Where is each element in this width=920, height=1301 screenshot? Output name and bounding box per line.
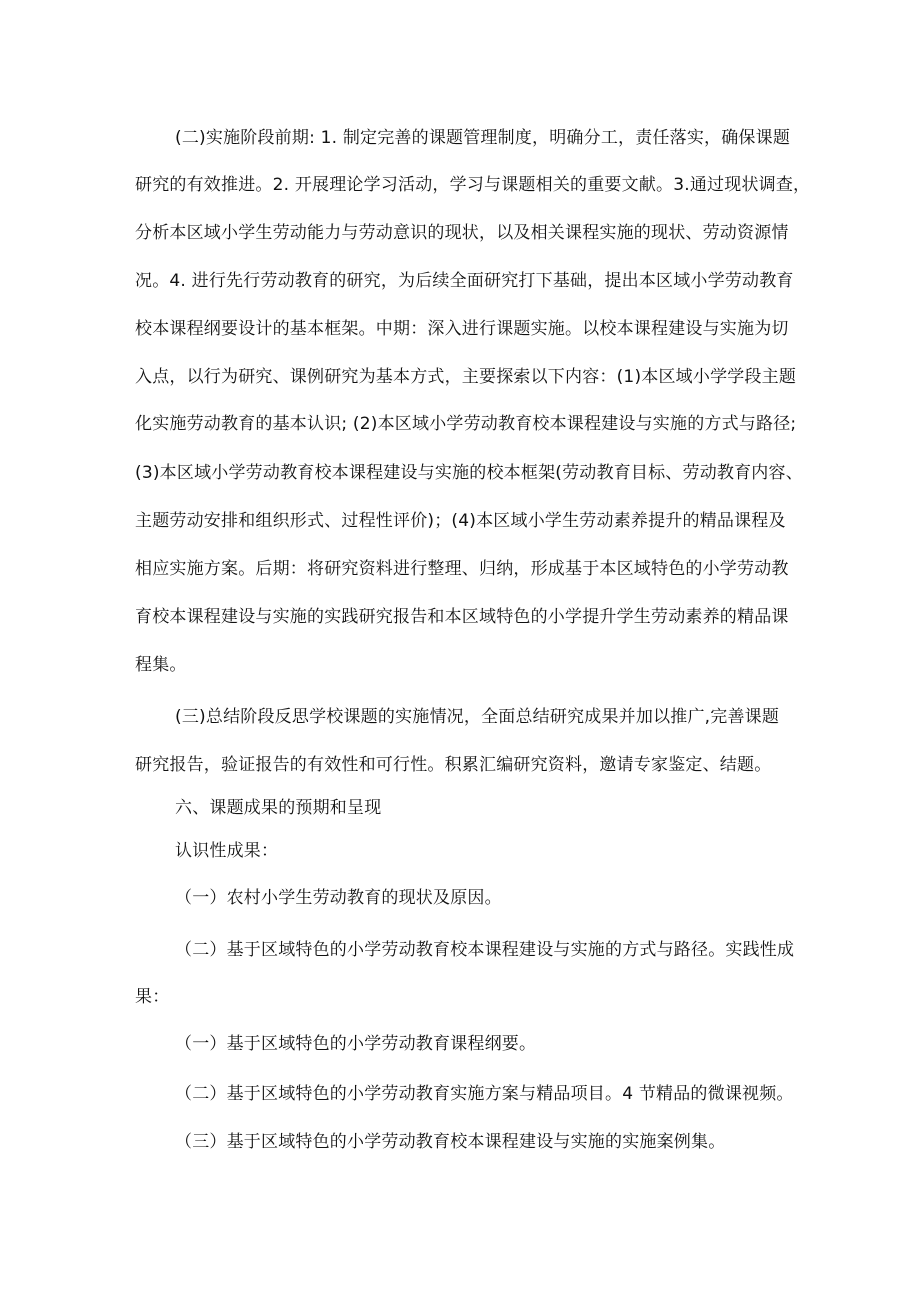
text-line: 育校本课程建设与实施的实践研究报告和本区域特色的小学提升学生劳动素养的精品课 [135, 607, 789, 627]
practical-item-1: （一）基于区域特色的小学劳动教育课程纲要。 [175, 1034, 537, 1054]
text-line: 化实施劳动教育的基本认识; (2)本区域小学劳动教育校本课程建设与实施的方式与路径; [135, 414, 797, 434]
text-line: 相应实施方案。后期：将研究资料进行整理、归纳，形成基于本区域特色的小学劳动教 [135, 559, 789, 579]
text-line: 程集。 [135, 655, 187, 675]
text-line: 校本课程纲要设计的基本框架。中期：深入进行课题实施。以校本课程建设与实施为切 [135, 319, 789, 339]
text-line: (三)总结阶段反思学校课题的实施情况，全面总结研究成果并加以推广,完善课题 [175, 707, 780, 727]
text-line: （二）基于区域特色的小学劳动教育校本课程建设与实施的方式与路径。实践性成 [175, 940, 795, 960]
text-line: 研究的有效推进。2. 开展理论学习活动，学习与课题相关的重要文献。3.通过现状调查， [135, 175, 811, 195]
text-line: 况。4. 进行先行劳动教育的研究，为后续全面研究打下基础，提出本区域小学劳动教育 [135, 271, 794, 291]
text-line: (二)实施阶段前期: 1. 制定完善的课题管理制度，明确分工，责任落实，确保课题 [175, 128, 791, 148]
text-line: 分析本区域小学生劳动能力与劳动意识的现状，以及相关课程实施的现状、劳动资源情 [135, 223, 789, 243]
text-line: 果： [135, 987, 170, 1007]
text-line: 研究报告，验证报告的有效性和可行性。积累汇编研究资料，邀请专家鉴定、结题。 [135, 755, 772, 775]
cognitive-item-1: （一）农村小学生劳动教育的现状及原因。 [175, 888, 502, 908]
section-six-title: 六、课题成果的预期和呈现 [175, 798, 382, 818]
practical-item-3: （三）基于区域特色的小学劳动教育校本课程建设与实施的实施案例集。 [175, 1132, 726, 1152]
text-line: 入点，以行为研究、课例研究为基本方式，主要探索以下内容：(1)本区域小学学段主题 [135, 367, 797, 387]
cognitive-results-label: 认识性成果： [175, 841, 279, 861]
text-line: 主题劳动安排和组织形式、过程性评价)；(4)本区域小学生劳动素养提升的精品课程及 [135, 511, 786, 531]
practical-item-2: （二）基于区域特色的小学劳动教育实施方案与精品项目。4 节精品的微课视频。 [175, 1084, 794, 1104]
text-line: (3)本区域小学劳动教育校本课程建设与实施的校本框架(劳动教育目标、劳动教育内容、 [135, 463, 803, 483]
